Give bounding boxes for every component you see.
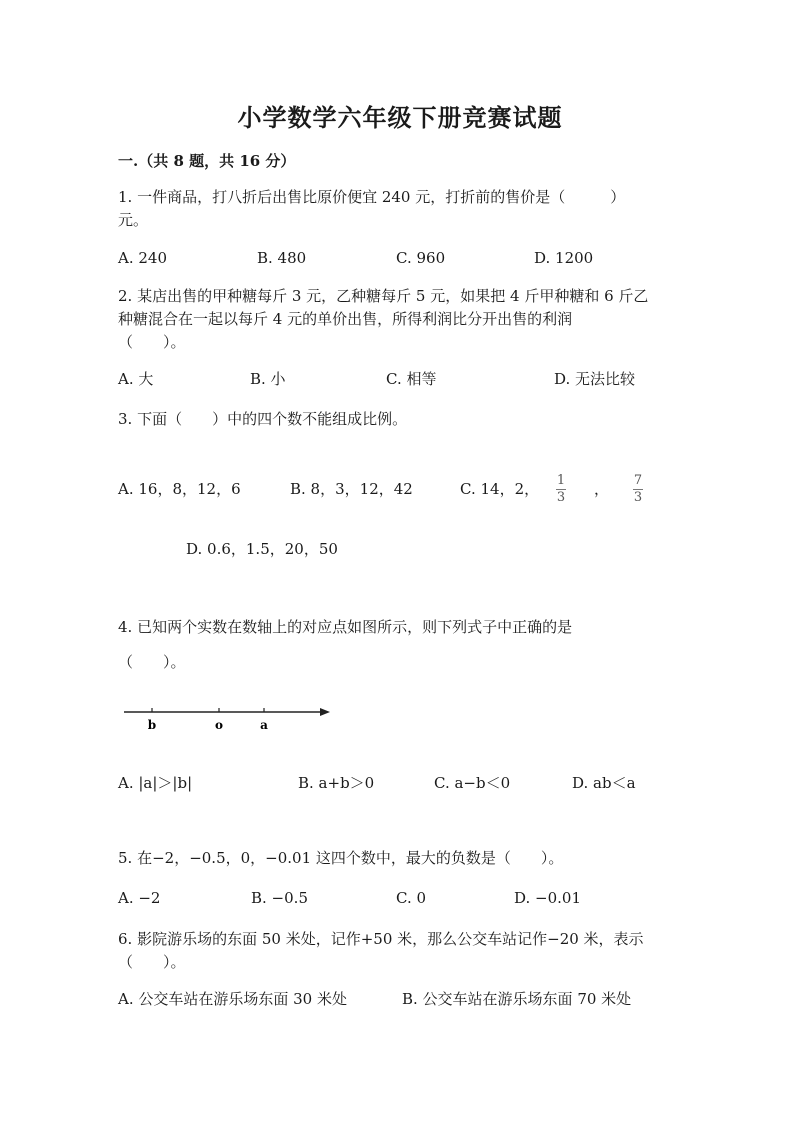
question-3-fraction-seven-thirds [633,474,643,505]
question-3-stem: 3. 下面（ ）中的四个数不能组成比例。 [118,410,408,428]
question-2-stem-line-2: 种糖混合在一起以每斤 4 元的单价出售，所得利润比分开出售的利润 [118,310,573,328]
question-1-option-c: C. 960 [396,249,446,267]
question-1-option-b: B. 480 [257,249,307,267]
fraction-numerator: 7 [633,473,643,488]
question-4-stem-line-2: （ ）。 [118,653,186,671]
question-6-stem-line-1: 6. 影院游乐场的东面 50 米处，记作+50 米，那么公交车站记作−20 米，表示 [118,930,644,948]
section-header: 一.（共 8 题，共 16 分） [118,152,296,170]
question-5-option-d: D. −0.01 [514,889,581,907]
number-line-figure [122,698,337,738]
question-4-option-a: A. |a|＞|b| [118,774,193,792]
question-5-stem: 5. 在−2，−0.5，0，−0.01 这四个数中，最大的负数是（ ）。 [118,849,564,867]
question-2-option-c: C. 相等 [386,370,437,388]
question-2-option-b: B. 小 [250,370,286,388]
question-6-stem-line-2: （ ）。 [118,953,186,971]
question-6-option-a: A. 公交车站在游乐场东面 30 米处 [118,990,347,1008]
question-6-option-b: B. 公交车站在游乐场东面 70 米处 [402,990,632,1008]
question-4-option-d: D. ab＜a [572,774,636,792]
question-2-stem-line-3: （ ）。 [118,333,186,351]
question-3-option-a: A. 16，8，12，6 [118,480,241,498]
question-3-option-b: B. 8，3，12，42 [290,480,413,498]
axis-label-b: b [147,718,157,732]
question-3-fraction-one-third [556,474,566,505]
axis-label-o: o [214,718,224,732]
question-3-option-d: D. 0.6，1.5，20，50 [186,540,338,558]
question-2-option-a: A. 大 [118,370,154,388]
page-title: 小学数学六年级下册竞赛试题 [237,103,563,132]
question-5-option-c: C. 0 [396,889,427,907]
fraction-denominator: 3 [633,490,643,505]
axis-label-a: a [260,718,268,732]
question-4-option-c: C. a−b＜0 [434,774,511,792]
question-1-stem-line-2: 元。 [118,211,149,229]
question-1-option-a: A. 240 [118,249,167,267]
fraction-numerator: 1 [556,473,566,488]
question-2-stem-line-1: 2. 某店出售的甲种糖每斤 3 元，乙种糖每斤 5 元，如果把 4 斤甲种糖和 6 斤乙 [118,287,649,305]
question-4-stem-line-1: 4. 已知两个实数在数轴上的对应点如图所示，则下列式子中正确的是 [118,618,573,636]
question-5-option-b: B. −0.5 [251,889,308,907]
question-3-option-c: C. 14，2， [460,480,540,498]
question-1-stem-line-1: 1. 一件商品，打八折后出售比原价便宜 240 元，打折前的售价是（ ） [118,188,626,206]
question-4-option-b: B. a+b＞0 [298,774,375,792]
question-5-option-a: A. −2 [118,889,161,907]
number-line-svg [122,698,337,738]
fraction-denominator: 3 [556,490,566,505]
question-3-option-c-separator: ， [594,480,610,498]
arrow-icon [320,708,330,716]
question-1-option-d: D. 1200 [534,249,594,267]
question-2-option-d: D. 无法比较 [554,370,636,388]
